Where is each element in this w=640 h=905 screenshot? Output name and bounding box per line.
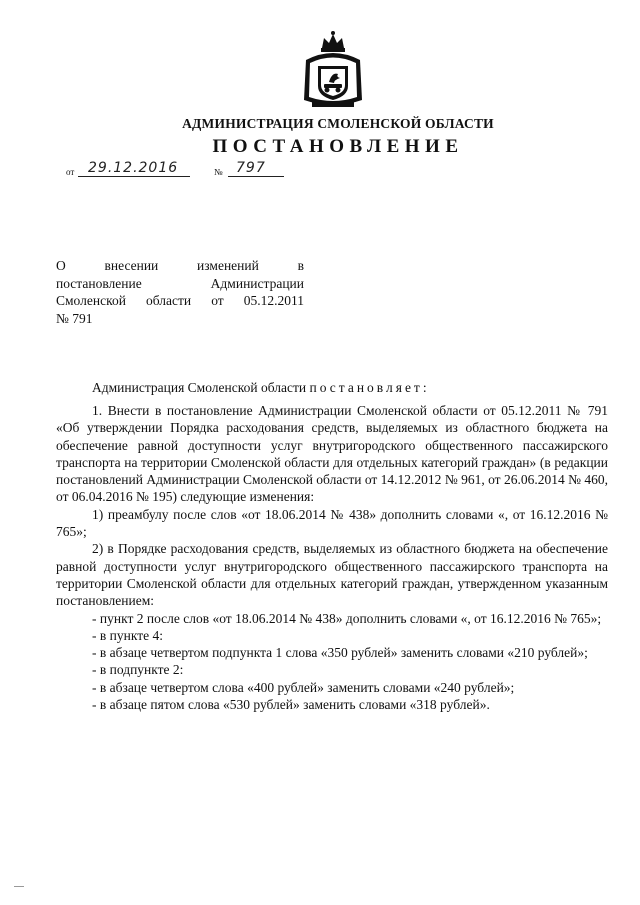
- body-paragraph: - в пункте 4:: [92, 627, 163, 643]
- coat-of-arms-emblem: [296, 30, 370, 112]
- body-paragraph: 2) в Порядке расходования средств, выделяемых из областного бюджета на обеспечение равной доступности услуг внутригородского общественного пассажирского транспорта на территории Смоленской области для отдельных категорий граждан, утвержденном указанным постановлением:: [56, 541, 608, 609]
- body-paragraph: - в абзаце четвертом подпункта 1 слова «350 рублей» заменить словами «210 рублей»;: [92, 645, 588, 661]
- subject-line: О внесении изменений в: [56, 258, 304, 273]
- number-underline: [228, 176, 284, 177]
- handwritten-number: 797: [236, 160, 266, 176]
- body-paragraph: - в абзаце четвертом слова «400 рублей» заменить словами «240 рублей»;: [92, 679, 515, 695]
- subject-line: № 791: [56, 310, 93, 326]
- preamble-keyword: постановляет:: [309, 380, 430, 395]
- date-label: от: [66, 167, 75, 177]
- document-subject: [56, 257, 304, 327]
- preamble: [92, 380, 430, 396]
- document-type-heading: ПОСТАНОВЛЕНИЕ: [212, 136, 464, 157]
- handwritten-date: 29.12.2016: [88, 160, 179, 176]
- scan-mark: [14, 886, 24, 887]
- subject-line: Смоленской области от 05.12.2011: [56, 293, 304, 308]
- document-body: [56, 402, 608, 713]
- body-paragraph: 1) преамбулу после слов «от 18.06.2014 № 438» дополнить словами «, от 16.12.2016 № 765»;: [56, 506, 608, 540]
- organization-title: АДМИНИСТРАЦИЯ СМОЛЕНСКОЙ ОБЛАСТИ: [182, 116, 494, 131]
- body-paragraph: - в подпункте 2:: [92, 662, 184, 678]
- date-underline: [78, 176, 190, 177]
- subject-line: постановление Администрации: [56, 275, 304, 291]
- body-paragraph: 1. Внести в постановление Администрации Смоленской области от 05.12.2011 № 791 «Об утверждении Порядка расходования средств, выделяемых из областного бюджета на обеспечение равной доступности услуг внутригородского общественного пассажирского транспорта на территории Смоленской области для отдельных категорий граждан» (в редакции постановлений Администрации Смоленской области от 14.12.2012 № 961, от 26.06.2014 № 460, от 06.04.2016 № 195) следующие изменения:: [56, 403, 608, 505]
- preamble-text: Администрация Смоленской области: [92, 380, 310, 395]
- registration-line: [66, 160, 306, 182]
- body-paragraph: - пункт 2 после слов «от 18.06.2014 № 438» дополнить словами «, от 16.12.2016 № 765»;: [92, 610, 602, 626]
- body-paragraph: - в абзаце пятом слова «530 рублей» заменить словами «318 рублей».: [92, 697, 490, 713]
- crown-icon: [321, 31, 345, 52]
- number-label: №: [214, 167, 223, 177]
